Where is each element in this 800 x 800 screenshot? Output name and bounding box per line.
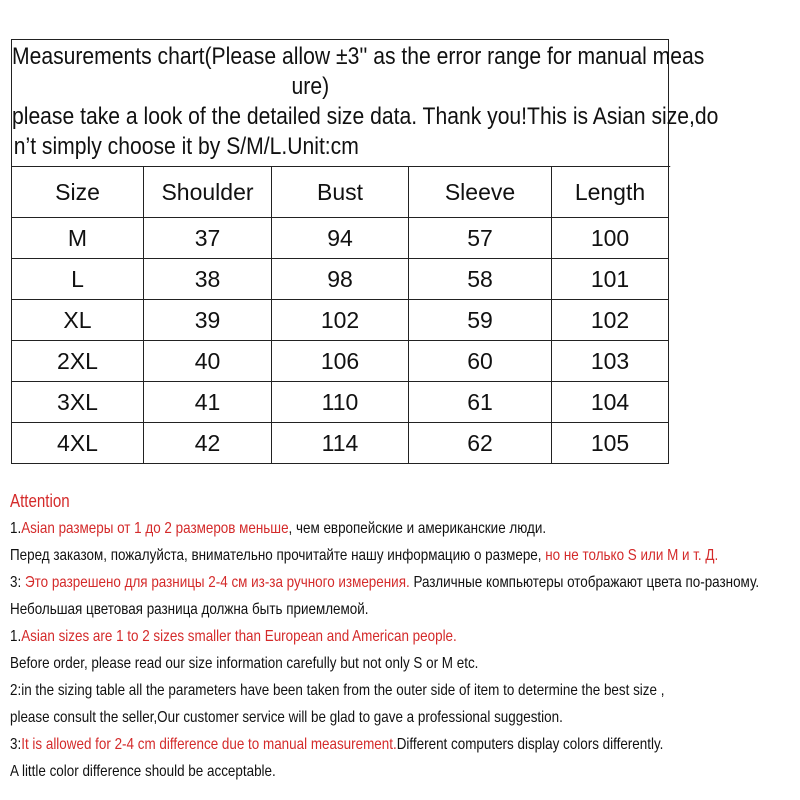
cell-bust: 110 bbox=[272, 382, 409, 423]
measurements-chart bbox=[11, 39, 719, 464]
column-header-shoulder: Shoulder bbox=[144, 167, 272, 218]
cell-shoulder: 39 bbox=[144, 300, 272, 341]
note-en-5-highlight: It is allowed for 2-4 cm difference due to manual measurement. bbox=[21, 736, 397, 753]
cell-bust: 114 bbox=[272, 423, 409, 464]
table-row bbox=[12, 300, 668, 341]
note-ru-1-highlight: Asian размеры от 1 до 2 размеров меньше bbox=[21, 520, 289, 537]
cell-bust: 94 bbox=[272, 218, 409, 259]
cell-length: 105 bbox=[552, 423, 669, 464]
cell-shoulder: 38 bbox=[144, 259, 272, 300]
note-en-1-prefix: 1. bbox=[10, 628, 22, 645]
cell-length: 101 bbox=[552, 259, 669, 300]
cell-size: XL bbox=[12, 300, 144, 341]
note-en-2: Before order, please read our size information carefully but not only S or M etc. bbox=[10, 655, 479, 672]
table-header-row bbox=[12, 167, 668, 218]
cell-shoulder: 42 bbox=[144, 423, 272, 464]
note-en-6: A little color difference should be acceptable. bbox=[10, 763, 276, 780]
chart-header bbox=[12, 40, 719, 167]
note-ru-3-prefix: 3: bbox=[10, 574, 25, 591]
table-row bbox=[12, 423, 668, 464]
cell-sleeve: 60 bbox=[409, 341, 552, 382]
note-en-5-rest: Different computers display colors differently. bbox=[396, 736, 664, 753]
note-ru-2-highlight: но не только S или M и т. Д. bbox=[545, 547, 719, 564]
note-en-1-highlight: Asian sizes are 1 to 2 sizes smaller than European and American people. bbox=[21, 628, 457, 645]
note-en-3: 2:in the sizing table all the parameters have been taken from the outer side of item to determine the best size , bbox=[10, 682, 665, 699]
note-en-4: please consult the seller,Our customer service will be glad to gave a professional suggestion. bbox=[10, 709, 563, 726]
table-row bbox=[12, 218, 668, 259]
column-header-bust: Bust bbox=[272, 167, 409, 218]
cell-bust: 106 bbox=[272, 341, 409, 382]
cell-shoulder: 41 bbox=[144, 382, 272, 423]
note-ru-1-prefix: 1. bbox=[10, 520, 22, 537]
note-ru-1 bbox=[10, 515, 674, 542]
table-row bbox=[12, 382, 668, 423]
cell-bust: 102 bbox=[272, 300, 409, 341]
note-ru-1-rest: , чем европейские и американские люди. bbox=[288, 520, 547, 537]
note-ru-2 bbox=[10, 542, 719, 569]
note-en-5-prefix: 3: bbox=[10, 736, 22, 753]
attention-heading: Attention bbox=[10, 491, 70, 511]
cell-size: 3XL bbox=[12, 382, 144, 423]
header-line-4: n’t simply choose it by S/M/L.Unit:cm bbox=[13, 133, 359, 160]
cell-size: 4XL bbox=[12, 423, 144, 464]
cell-shoulder: 37 bbox=[144, 218, 272, 259]
column-header-length: Length bbox=[552, 167, 669, 218]
note-ru-3-highlight: Это разрешено для разницы 2-4 см из-за ручного измерения. bbox=[24, 574, 410, 591]
cell-sleeve: 62 bbox=[409, 423, 552, 464]
cell-size: L bbox=[12, 259, 144, 300]
table-row bbox=[12, 341, 668, 382]
note-en-1 bbox=[10, 623, 674, 650]
cell-shoulder: 40 bbox=[144, 341, 272, 382]
cell-sleeve: 61 bbox=[409, 382, 552, 423]
note-ru-3-rest: Различные компьютеры отображают цвета по-разному. bbox=[409, 574, 760, 591]
note-en-5 bbox=[10, 731, 674, 758]
cell-bust: 98 bbox=[272, 259, 409, 300]
header-line-3: please take a look of the detailed size data. Thank you!This is Asian size,do bbox=[12, 103, 719, 130]
cell-size: M bbox=[12, 218, 144, 259]
table-row bbox=[12, 259, 668, 300]
column-header-sleeve: Sleeve bbox=[409, 167, 552, 218]
note-ru-2-text: Перед заказом, пожалуйста, внимательно прочитайте нашу информацию о размере, bbox=[10, 547, 546, 564]
cell-length: 100 bbox=[552, 218, 669, 259]
cell-length: 102 bbox=[552, 300, 669, 341]
cell-length: 103 bbox=[552, 341, 669, 382]
cell-size: 2XL bbox=[12, 341, 144, 382]
cell-sleeve: 59 bbox=[409, 300, 552, 341]
cell-sleeve: 57 bbox=[409, 218, 552, 259]
note-ru-4: Небольшая цветовая разница должна быть приемлемой. bbox=[10, 601, 369, 618]
column-header-size: Size bbox=[12, 167, 144, 218]
cell-length: 104 bbox=[552, 382, 669, 423]
header-line-1: Measurements chart(Please allow ±3'' as the error range for manual meas bbox=[12, 43, 705, 70]
size-table bbox=[12, 167, 668, 463]
attention-notes bbox=[10, 488, 800, 785]
note-ru-3 bbox=[10, 569, 760, 596]
header-line-2: ure) bbox=[291, 73, 330, 100]
cell-sleeve: 58 bbox=[409, 259, 552, 300]
